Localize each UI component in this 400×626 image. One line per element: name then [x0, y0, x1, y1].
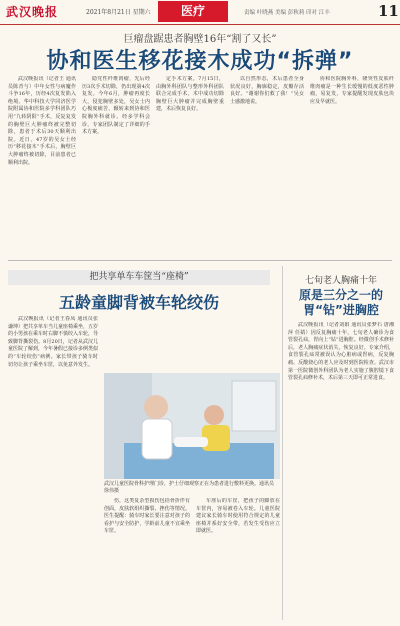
article3-title: 原是三分之一的胃“钻”进胸腔 — [298, 288, 383, 317]
photo-caption: 武汉儿童医院骨科护理门诊，护士仔细观察正在为患者进行敷料更换。通讯员 徐伟摄 — [104, 481, 275, 494]
article1-col3-text: 定手术方案。7月15日，由胸外科团队与整形外科团队联合完成手术，术中成功切除胸壁巨大肿瘤并完成胸壁重建，术后恢复良好。 — [156, 76, 224, 113]
section-divider — [8, 260, 392, 261]
article1-col5-text: 协和医院胸外科，隆突性皮肤纤维肉瘤是一种生长缓慢的低度恶性肿瘤，易复发，专家提醒发现皮肤包块应及早就医。 — [310, 76, 394, 105]
article2-title: 五龄童脚背被车轮绞伤 — [58, 293, 219, 312]
article3-body-text: 武汉晚报讯（记者刘娟 通讯员张梦石 唐湘萍 任婧）因反复胸痛十年，七旬老人确诊为食管裂孔疝，胃向上“钻”进胸腔。经微创手术修补后，老人胸痛症状消失，恢复良好。专家介绍，食管裂孔疝常被误认为心脏病或胃病，反复胸痛、反酸烧心的老人应及时到医院检查。武汉市第一医院微创外科团队为老人实施了腹腔镜下食管裂孔疝修补术，术后第三天即可正常进食。 — [288, 322, 394, 382]
article1-column-2 — [82, 76, 150, 254]
article2-right-text: 车座后的车筐，把孩子的脚放在车筐内，容易被卷入车轮。儿童医院建议家长骑车时使用符合规定的儿童座椅并系好安全带，若发生受伤应立即就医。 — [196, 498, 280, 535]
newspaper-logo: 武汉晚报 — [6, 5, 59, 19]
article1-kicker: 巨瘤盘踞患者胸壁16年“割了又长” — [123, 34, 277, 45]
article1-col2-text: 隐党性纤维肉瘤，先后经历3次手术切除，仍出现第4次复发。今年6月，肿瘤再度长大，侵犯胸壁多处，吴女士内心极度痛苦，辗转来到协和医院胸外科就诊。经多学科会诊，专家团队制定了详细的手术方案。 — [82, 76, 150, 136]
editor-credits: 责编 叶晓燕 美编 彭秋莉 印对 江丰 — [244, 10, 330, 16]
article2-kicker-band — [8, 270, 270, 285]
article1-col4-text: 以自然形态，术后患者全身状况良好，胸廓稳定，皮瓣存活良好。“谢谢你们救了我！”吴女士感激地说。 — [230, 76, 304, 105]
photo-illustration — [104, 373, 280, 479]
column-divider — [282, 266, 283, 620]
article2-kicker: 把共享单车车筐当“座椅” — [89, 272, 189, 282]
article3-kicker: 七旬老人胸痛十年 — [304, 276, 377, 286]
article1-col1-text: 武汉晚报讯（记者王 通讯员陈青与）中年女性与病魔作斗争16年，历经4次复发陷入绝境。华中科技大学同济医学院附属协和医院多学科团队巧用“九转阴阳”手术，反复复发的胸壁巨大肿瘤终被完整切除，患者于术后30天顺利出院。近日，47岁的吴女士经历“移花接木”手术后，胸壁巨大肿瘤终被切除，目前患者已顺利出院。 — [8, 76, 76, 166]
issue-date: 2021年8月21日 星期六 — [86, 9, 151, 16]
masthead — [0, 0, 400, 25]
article2-column-mid — [104, 498, 190, 620]
article2-mid-text: 伤，这类复杂型损伤包括骨折伴有创面，皮肤软组织撕裂、挫伤等情况。医生提醒：骑车时家长要注意对孩子的看护与安全防护，学龄前儿童不宜乘坐车筐。 — [104, 498, 190, 535]
article1-title: 协和医生移花接木成功“拆弹” — [46, 49, 354, 74]
article2-left-text: 武汉晚报讯（记者王春凤 通讯员张谦坤）把共享单车当儿童座椅乘坐，五岁的小男孩在乘车时右脚不慎绞入车轮，导致脚背撕裂伤。8月20日，记者从武汉儿童医院了解到，今年暑假已接诊多例类似的“车轮绞伤”病例。家长带孩子骑车时切勿让孩子乘坐车筐，以免意外发生。 — [8, 316, 98, 368]
page-number: 11 — [378, 2, 399, 20]
article1-column-3 — [156, 76, 224, 254]
article3-body — [288, 322, 394, 620]
article1-column-1 — [8, 76, 76, 254]
article1-column-4 — [230, 76, 304, 254]
article2-column-left — [8, 316, 98, 620]
article1-column-5 — [310, 76, 394, 254]
news-photo-nurse-and-child — [104, 373, 280, 479]
section-title: 医疗 — [158, 1, 228, 22]
article2-column-right — [196, 498, 280, 620]
